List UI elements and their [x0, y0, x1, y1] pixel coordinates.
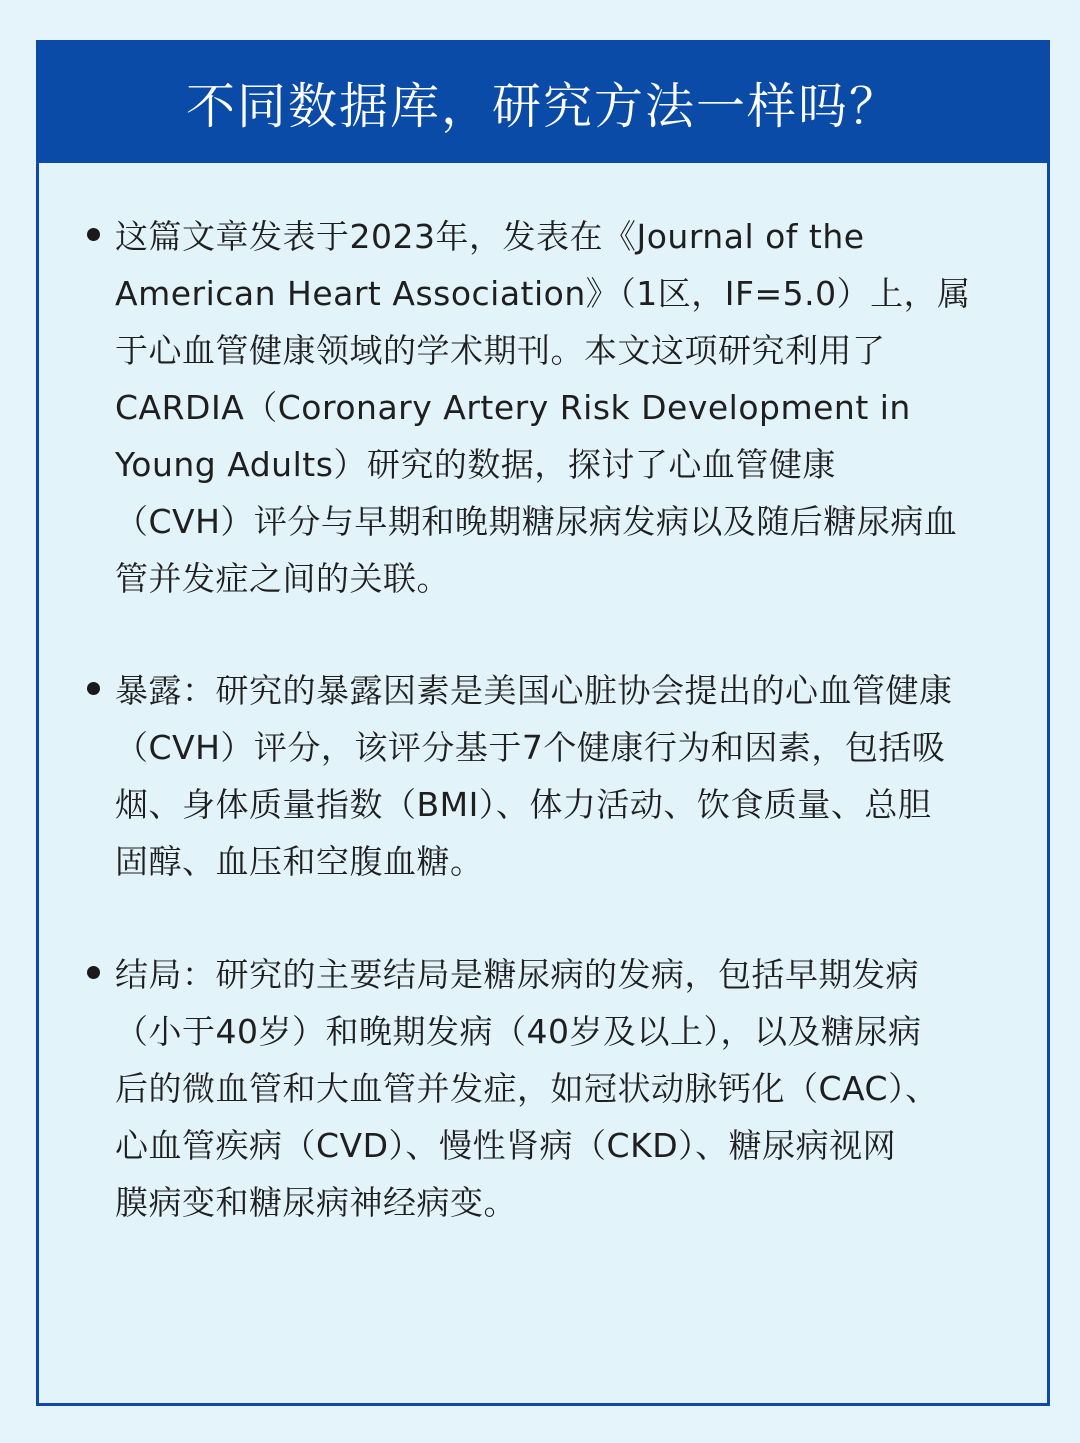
page-title: 不同数据库，研究方法一样吗？ — [185, 78, 900, 135]
paragraph-line: 心血管疾病（CVD）、慢性肾病（CKD）、糖尿病视网 — [115, 1126, 897, 1165]
paragraph-line: CARDIA（Coronary Artery Risk Development in — [115, 388, 911, 427]
paragraph-line: 烟、身体质量指数（BMI）、体力活动、饮食质量、总胆 — [115, 785, 932, 824]
paragraph-line: 管并发症之间的关联。 — [115, 559, 450, 598]
paragraph-line: （CVH）评分与早期和晚期糖尿病发病以及随后糖尿病血 — [115, 502, 958, 541]
paragraph-line: American Heart Association》（1区，IF=5.0）上，属 — [115, 274, 971, 313]
paragraph-line: 这篇文章发表于2023年，发表在《Journal of the — [115, 217, 865, 256]
paragraph-line: （小于40岁）和晚期发病（40岁及以上），以及糖尿病 — [115, 1012, 922, 1051]
bullet-dot-icon — [87, 682, 100, 695]
paragraph-exposure — [87, 662, 1032, 890]
paragraph-line: （CVH）评分，该评分基于7个健康行为和因素，包括吸 — [115, 728, 946, 767]
content-card — [36, 40, 1050, 1406]
paragraph-line: 膜病变和糖尿病神经病变。 — [115, 1183, 517, 1222]
paragraph-publication — [87, 208, 1032, 607]
paragraph-line: 后的微血管和大血管并发症，如冠状动脉钙化（CAC）、 — [115, 1069, 939, 1108]
paragraph-line: 结局：研究的主要结局是糖尿病的发病，包括早期发病 — [115, 955, 919, 994]
paragraph-line: 固醇、血压和空腹血糖。 — [115, 842, 484, 881]
paragraph-line: 于心血管健康领域的学术期刊。本文这项研究利用了 — [115, 331, 886, 370]
paragraph-outcome — [87, 946, 1032, 1231]
bullet-dot-icon — [87, 966, 100, 979]
paragraph-line: Young Adults）研究的数据，探讨了心血管健康 — [115, 445, 836, 484]
header-banner — [39, 43, 1047, 163]
paragraph-line: 暴露：研究的暴露因素是美国心脏协会提出的心血管健康 — [115, 671, 953, 710]
bullet-dot-icon — [87, 228, 100, 241]
